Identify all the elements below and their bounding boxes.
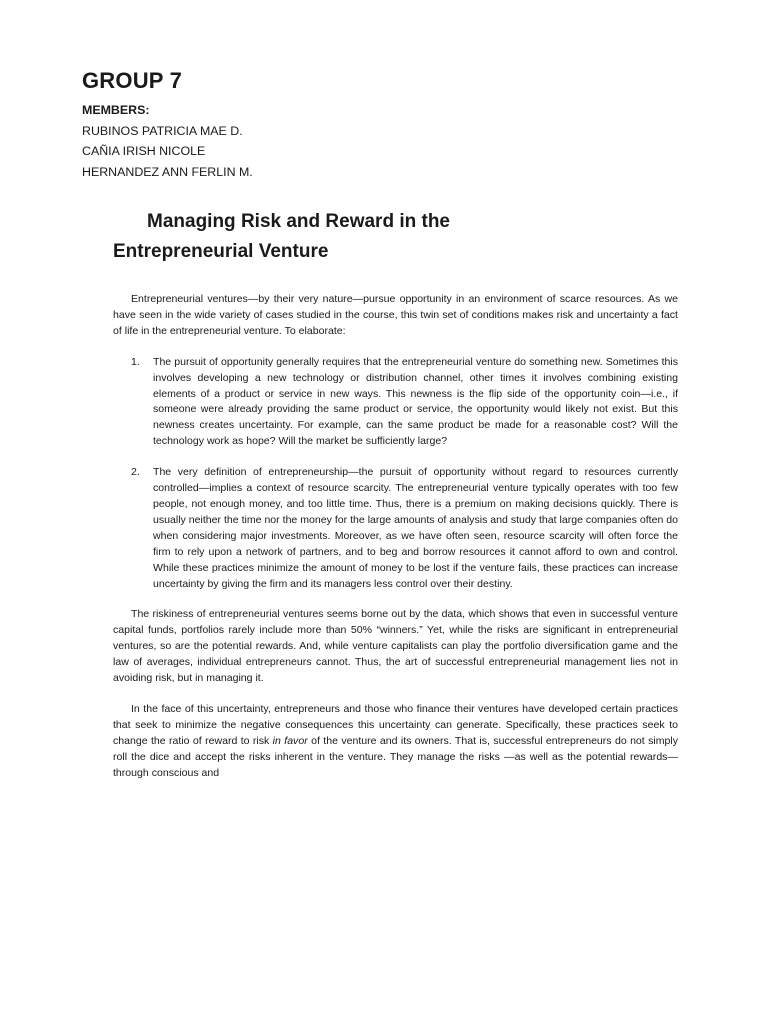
list-marker: 2.: [131, 466, 140, 479]
paragraph-text: In the face of this uncertainty, entrepreneurs and those who finance their ventures have developed certain practices that seek to minimize the negative consequences this uncertainty can generate. Specifically, these practices seek to change the ratio of reward to risk: [113, 702, 678, 747]
list-item: [113, 465, 678, 592]
list-item: [113, 355, 678, 450]
member-name: HERNANDEZ ANN FERLIN M.: [82, 164, 253, 179]
body-paragraph: The riskiness of entrepreneurial ventures seems borne out by the data, which shows that even in successful venture capital funds, portfolios rarely include more than 50% “winners.” Yet, while the risks are significant in entrepreneurial ventures, so are the potential rewards. And, while venture capitalists can play the portfolio diversification game and the law of averages, individual entrepreneurs cannot. Thus, the art of successful entrepreneurial management lies not in avoiding risk, but in managing it.: [113, 608, 678, 685]
body-paragraph: [113, 702, 678, 782]
list-item-text: The pursuit of opportunity generally requires that the entrepreneurial venture do something new. Sometimes this involves developing a new technology or distribution channel, other times it involves combining existing elements of a product or service in new ways. This newness is the flip side of the opportunity coin—i.e., if someone were already providing the same product or service, the opportunity would likely not exist. But this newness creates uncertainty. For example, can the same product be made for a reasonable cost? Will the technology work as hope? Will the market be sufficiently large?: [153, 355, 678, 448]
paragraph-text: of the venture and its owners. That is, successful entrepreneurs do not simply roll the dice and accept the risks inherent in the venture. They manage the risks —as well as the potential rewards—through conscious and: [113, 734, 678, 779]
document-title-line-2: Entrepreneurial Venture: [113, 241, 329, 262]
document-body: [113, 292, 678, 796]
member-name: CAÑIA IRISH NICOLE: [82, 144, 206, 158]
list-marker: 1.: [131, 355, 140, 368]
document-title-line-1: Managing Risk and Reward in the: [147, 211, 450, 232]
numbered-list: [113, 355, 678, 593]
intro-paragraph: Entrepreneurial ventures—by their very nature—pursue opportunity in an environment of scarce resources. As we have seen in the wide variety of cases studied in the course, this twin set of conditions makes risk and uncertainty a fact of life in the entrepreneurial venture. To elaborate:: [113, 293, 678, 337]
member-name: RUBINOS PATRICIA MAE D.: [82, 123, 243, 138]
document-title: [113, 207, 533, 267]
list-item-text: The very definition of entrepreneurship—the pursuit of opportunity without regard to resources currently controlled—implies a context of resource scarcity. The entrepreneurial venture typically operates with too few people, not enough money, and too little time. Thus, there is a premium on making decisions quickly. There is usually neither the time nor the money for the large amounts of analysis and study that large companies often do when considering major investments. Moreover, as we have often seen, resource scarcity will often force the firm to rely upon a network of partners, and to beg and borrow resources it cannot afford to own and control. While these practices minimize the amount of money to be lost if the venture fails, these practices can increase uncertainty by giving the firm and its managers less control over their destiny.: [153, 466, 678, 590]
emphasis-text: in favor: [272, 734, 308, 747]
members-block: [82, 100, 253, 182]
members-label: MEMBERS:: [82, 103, 150, 117]
group-title: GROUP 7: [82, 68, 183, 93]
